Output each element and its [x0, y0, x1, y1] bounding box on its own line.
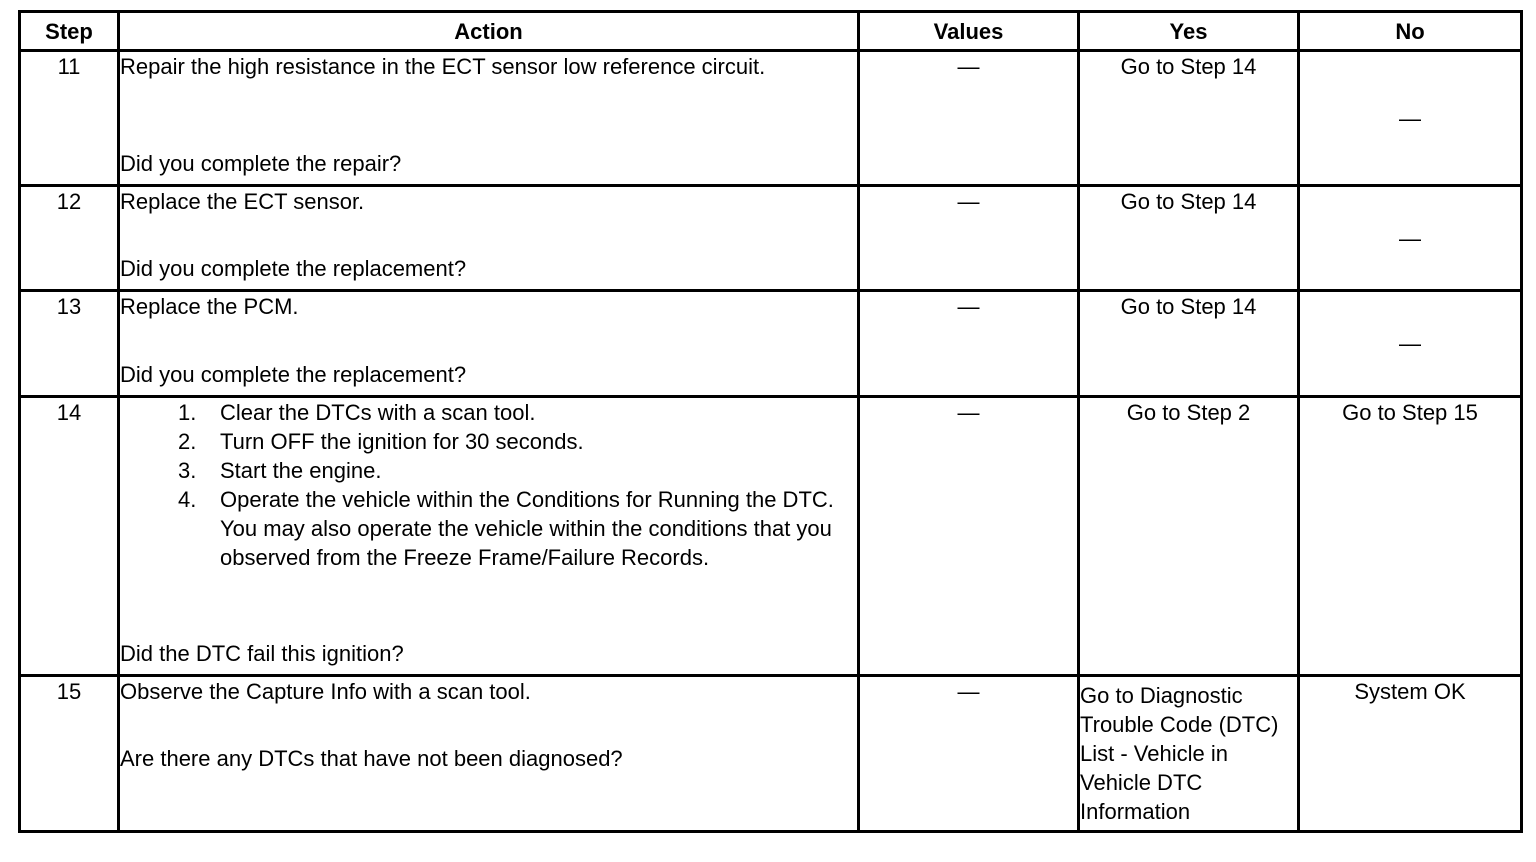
values-cell [859, 51, 1079, 186]
action-cell [119, 51, 859, 186]
values-cell [859, 397, 1079, 676]
table-row [20, 186, 1522, 291]
action-question: Did you complete the replacement? [120, 362, 467, 387]
no-cell [1299, 291, 1522, 397]
table-row [20, 51, 1522, 186]
values-dash: — [957, 400, 980, 425]
header-action: Action [119, 12, 859, 51]
step-number: 11 [20, 51, 119, 186]
action-cell [119, 397, 859, 676]
values-dash: — [957, 54, 980, 79]
step-number: 14 [20, 397, 119, 676]
header-row [20, 12, 1522, 51]
action-question: Did the DTC fail this ignition? [120, 641, 404, 666]
action-cell [119, 291, 859, 397]
table-row [20, 676, 1522, 832]
yes-link-text: Go to Diagnostic Trouble Code (DTC) List - Vehicle in Vehicle DTC Information [1080, 683, 1279, 824]
action-text: Replace the PCM. [120, 294, 299, 319]
no-cell: Go to Step 15 [1299, 397, 1522, 676]
action-text: Replace the ECT sensor. [120, 189, 365, 214]
action-question: Did you complete the repair? [120, 151, 402, 176]
list-item: 2. Turn OFF the ignition for 30 seconds. [178, 429, 584, 454]
values-cell [859, 186, 1079, 291]
step-number: 13 [20, 291, 119, 397]
no-cell [1299, 51, 1522, 186]
list-item: 3. Start the engine. [178, 458, 382, 483]
action-text: Repair the high resistance in the ECT sensor low reference circuit. [120, 54, 766, 79]
step-number: 15 [20, 676, 119, 832]
action-question: Did you complete the replacement? [120, 256, 467, 281]
action-question: Are there any DTCs that have not been diagnosed? [120, 746, 623, 771]
values-cell [859, 291, 1079, 397]
step-number: 12 [20, 186, 119, 291]
values-cell [859, 676, 1079, 832]
values-dash: — [957, 189, 980, 214]
no-dash: — [1399, 331, 1421, 356]
procedure-list [120, 398, 857, 572]
list-item: 4. Operate the vehicle within the Conditions for Running the DTC. You may also operate the vehicle within the conditions that you observed from the Freeze Frame/Failure Records. [178, 487, 834, 570]
action-cell [119, 186, 859, 291]
no-cell: System OK [1299, 676, 1522, 832]
yes-cell: Go to Step 14 [1079, 51, 1299, 186]
table-row [20, 291, 1522, 397]
action-cell [119, 676, 859, 832]
values-dash: — [957, 294, 980, 319]
list-item: 1. Clear the DTCs with a scan tool. [178, 400, 536, 425]
no-dash: — [1399, 105, 1421, 131]
header-yes: Yes [1079, 12, 1299, 51]
yes-cell: Go to Step 2 [1079, 397, 1299, 676]
header-values: Values [859, 12, 1079, 51]
yes-cell [1079, 676, 1299, 832]
action-text: Observe the Capture Info with a scan tool. [120, 679, 531, 704]
values-dash: — [957, 679, 980, 704]
header-no: No [1299, 12, 1522, 51]
no-dash: — [1399, 225, 1421, 251]
header-step: Step [20, 12, 119, 51]
no-cell [1299, 186, 1522, 291]
yes-cell: Go to Step 14 [1079, 186, 1299, 291]
action-box [120, 677, 857, 773]
yes-cell: Go to Step 14 [1079, 291, 1299, 397]
diagnostic-table [18, 10, 1523, 833]
table-row [20, 397, 1522, 676]
